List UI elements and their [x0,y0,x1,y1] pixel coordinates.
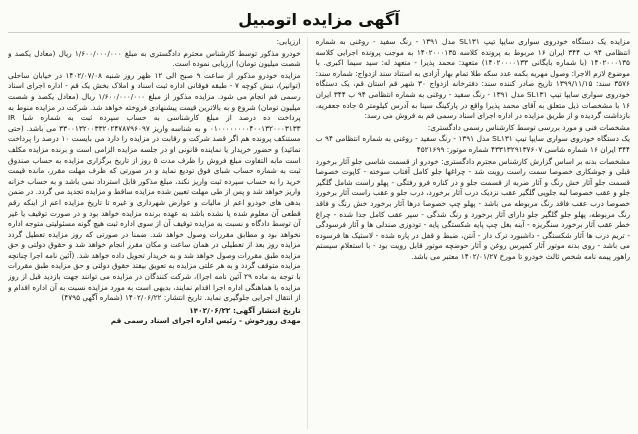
right-column [316,37,630,429]
notice-title: آگهی مزایده اتومبیل [238,9,400,29]
left-paragraph-1: ارزیابی: [276,37,301,46]
publish-date: تاریخ انتشار آگهی: ۱۴۰۲/۰۶/۲۲ [189,305,301,315]
right-paragraph-4: مشخصات بدنه بر اساس گزارش کارشناس محترم دادگستری: خودرو از قسمت شاسی جلو آثار برخورد قبلی و جوشکاری خصوصا سمت راست رویت شد - چراغها جلو کامل آفتاب سوخته - کاپوت خصوصا قسمت جلو آثار خش رنگ و آثار ضربه از قسمت جلو و در کناره فرو رفتگی - پهلو راست شامل گلگیر جلو و عقب خصوصا لبه جلویی گلگیر عقب نزدیک درب آثار برخورد، درب جلو و عقب راست آثار برخورد خصوصا درب عقب فاقد رنگ مربوطه می باشد - پهلو چپ خصوصا درها آثار برخورد خش رنگ و فاقد رنگ مربوطه، پهلو جلو گلگیر جلو دارای آثار برخورد و رنگ شدگی - سپر عقب کامل جدا شده - چراغ خطر عقب آثار برخورد سنگریزه - آینه بغل چپ پایه شکستگی پایه - تودوزی صندلی ها و آثار فرسودگی - تریم درب ها آثار شکستگی - داشبورد ترک دار - آنتن، ضبط و قفل در پاره شده - لاستیک ها فرسوده می باشد - روی بدنه موتور آثار کمپرس روغن و آثار حوضچه موتور قابل رویت بود - با استعلام سیستم راهور پیمه نامه شخص ثالث خودرو تا مورخ ۱۴۰۲/۰۱/۲۷ معتبر می باشد. [315,156,630,261]
signature-block [8,306,301,327]
notice-columns [8,37,630,429]
right-paragraph-2: مشخصات فنی و مورد بررسی توسط کارشناس رسمی دادگستری: [427,122,630,132]
title-bar [8,6,630,33]
right-paragraph-3: یک دستگاه خودروی سواری سایپا تیپ SL۱۳۱ مدل ۱۳۹۱ - رنگ سفید - روغنی به شماره انتظامی ۹۴ ب ۳۴۴ ایران ۱۶ شماره شاسی ۴۳۳۱۳۲۹۱۳۷۶۰۷ شماره موتور: ۴۵۲۱۶۹۹ [315,134,630,154]
left-paragraph-2: خودرو مذکور توسط کارشناس محترم دادگستری به مبلغ ۱/۶۰۰/۰۰۰/۰۰۰ ریال (معادل یکصد و شصت میلیون تومان) ارزیابی نموده است. [8,48,301,69]
right-paragraph-1: مزایده یک دستگاه خودروی سواری سایپا تیپ SL۱۳۱ مدل ۱۳۹۱ - رنگ سفید - روغنی به شماره انتظامی ۹۴ ب ۳۴۴ ایران ۱۶ مربوط به پرونده کلاسه ۱۴۰۲۰۰۰۱۳۵ به موجب پرونده اجرایی کلاسه ۱۴۰۲۰۰۰۱۳۵ (با شماره بایگانی ۱۴۰۲۰۰۰۰۱۳۳) متعهد: محمد پذیرا - متعهد له: سید سیما اکبری. با موضوع لازم الاجرا: وصول مهریه بکمه عدد سکه طلا تمام بهار آزادی به استناد سند ازدواج: شماره سند: ۳۵۷۶ سند: ۱۳۹۹/۱۱/۱۵ تاریخ صادر کننده سند: دفترخانه ازدواج ۳۰ شهر قم استان قم، یک دستگاه خودروی سواری سایپا تیپ SL۱۳۱ مدل ۱۳۹۱ - رنگ سفید - روغنی به شماره انتظامی ۹۴ ب ۳۴۴ ایران ۱۶ با مشخصات ذیل متعلق به آقای محمد پذیرا واقع در پارکینگ سینا به آدرس کیلومتر ۵ جاده جعفریه، بازداشت گردیده و از طریق مزایده در اداره اجرای اسناد رسمی قم به فروش می رسد: [315,37,630,121]
left-column [8,37,308,429]
signature-line: مهدی روزخوش - رئیس اداره اجرای اسناد رسمی قم [110,316,301,326]
left-paragraph-3: مزایده خودرو مذکور از ساعت ۹ صبح الی ۱۲ ظهر روز شنبه ۱۴۰۲/۰۷/۰۸ در خیابان ساحلی (توانیر)، نبش کوچه ۷ - طبقه فوقانی اداره ثبت اسناد و املاک بخش یک قم - اداره اجرای اسناد رسمی قم انجام می شود. مزایده مذکور از مبلغ ۱/۶۰۰/۰۰۰/۰۰۰ ریال (معادل یکصد و شصت میلیون تومان) شروع و به بالاترین قیمت پیشنهادی فروخته خواهد شد. شرکت در مزایده منوط به پرداخت ده درصد از مبلغ کارشناسی به حساب سپرده ثبت به شماره شبا IR ۰۱۰۰۰۰۰۰۰۰۴۰۰۱۳۲۰۰۰۳۱۳۳ و به شناسه واریز ۳۳۰۰۱۳۲۰۰۳۳۲۰۲۴۷۸۷۹۶۰۹۷ می باشد. (حتی مستنکف پرونده هم اگر قصد شرکت و رقابت در مزایده را دارد می بایست ۱۰ درصد را پرداخت نمائید) و حضور خریدار یا نماینده قانونی او در جلسه مزایده الزامی است و برنده مزایده مکلف است مابه التفاوت مبلغ فروش را ظرف مدت ۵ روز از تاریخ برگزاری مزایده به حساب صندوق ثبت به شماره حساب شبای فوق تودیع نماید و در صورتی که ظرف مهلت مقرر، مانده قیمت خرید را به حساب سپرده ثبت واریز نکند، مبلغ مذکور قابل استرداد نمی باشد و به حساب خزانه واریز خواهد شد و پس از طی مهلت تعیین شده مزایده ساقط و مزایده تجدید می گردد. در ضمن بدهی های خودرو اعم از مالیات و عوارض شهرداری و غیره تا تاریخ مزایده اعم از اینکه رقم قطعی آن معلوم شده یا نشده باشد به عهده برنده مزایده خواهد بود و در صورت توقیف یا غیر آن توسط دادگاه و نسبت به مزایده توقیف آن از سوی اداره ثبت هیچ گونه مسئولیتی متوجه اداره نخواهد بود و مطابق مقررات وصول خواهد شد. ضمنا در صورتی که روز مزایده تعطیل گردد مزایده روز بعد از تعطیلی در همان ساعت و مکان مقرر انجام خواهد شد و حقوق دولتی و حق مزایده طبق مقررات وصول خواهد شد و به خریدار تحویل داده خواهد شد. (آئین نامه اجرا چنانچه مزایده متوقف گردد و به هر علتی مزایده به تعویق بیفتد حقوق دولتی و حق مزایده طبق مقررات با توجه به ماده ۲۹ آئین نامه اجرا)، شرکت کنندگان در مزایده می توانند جهت بازدید قبل از روز مزایده با هماهنگی اداره اجرا اقدام نمایند، بدیهی است به مورد مزایده نسبت به آن اداره اقدام و از انتقال اجرایی جلوگیری نماید. تاریخ انتشار: ۱۴۰۲/۰۶/۲۲ (شماره آگهی ۴۷۹۵) [8,70,301,303]
